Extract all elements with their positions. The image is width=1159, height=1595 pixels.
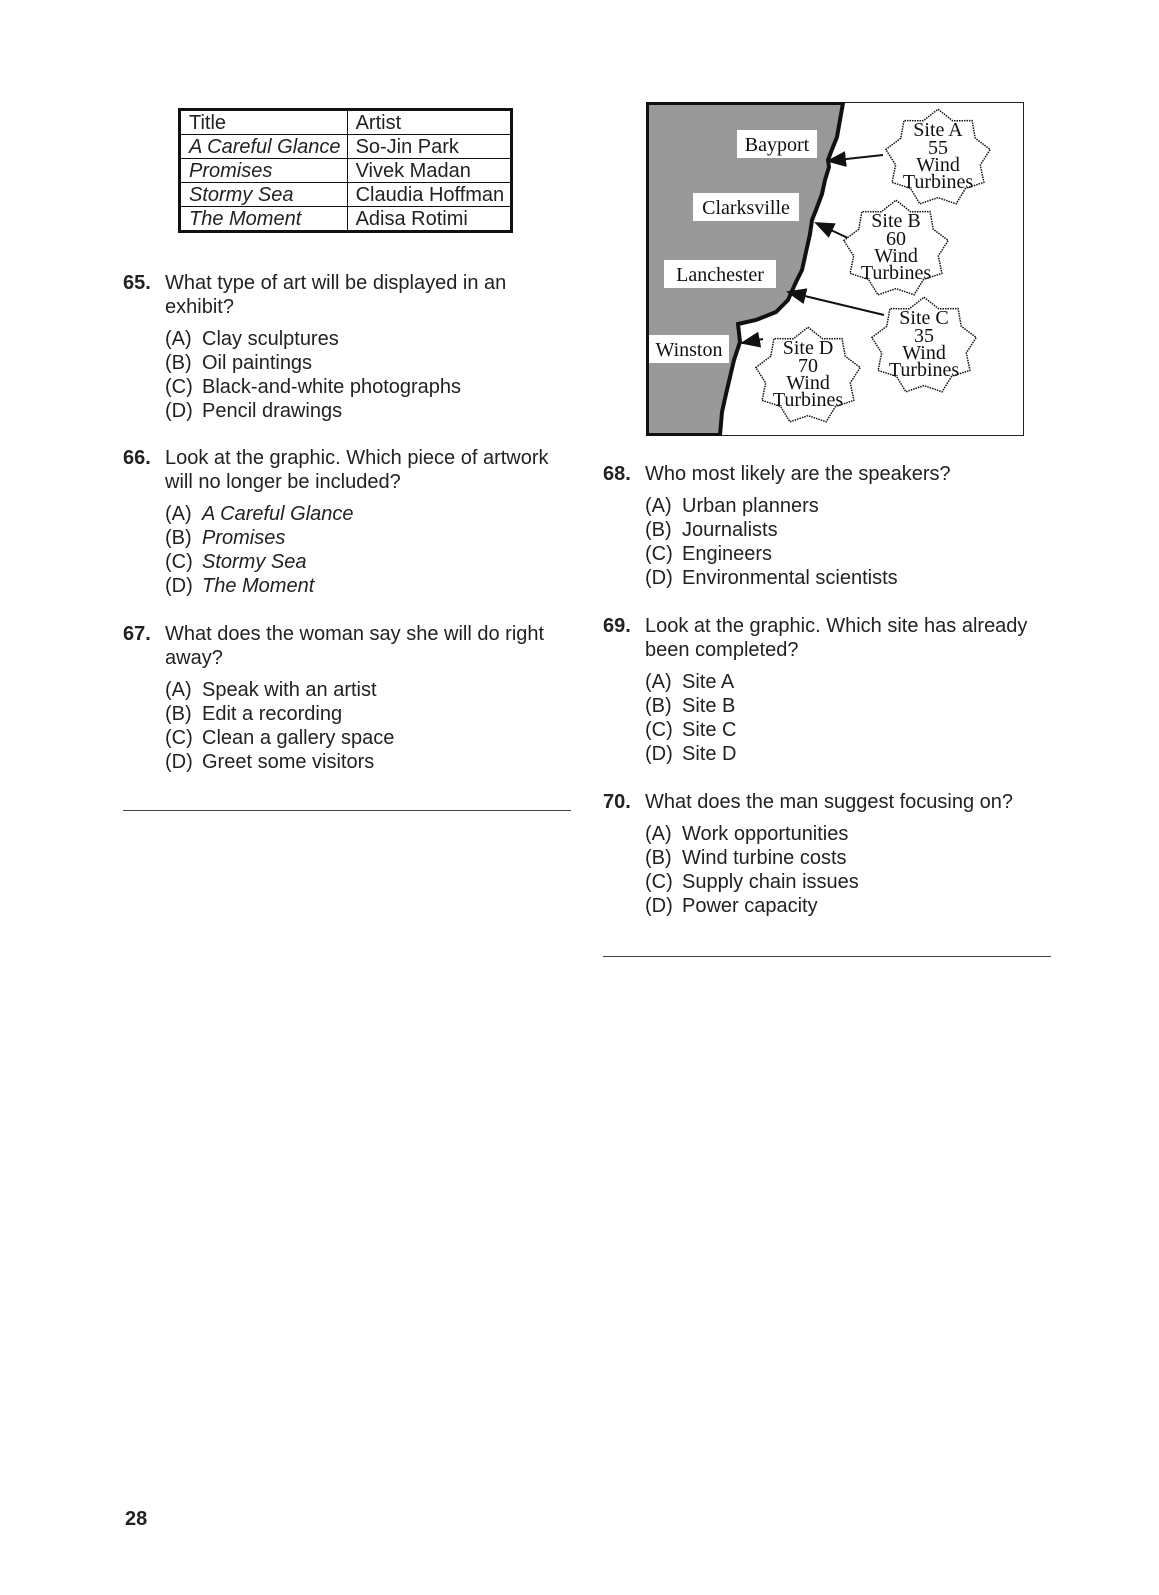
answer-options <box>165 502 563 598</box>
option-letter: (A) <box>645 495 672 517</box>
table-row <box>180 159 512 183</box>
answer-options <box>645 670 1048 766</box>
option-text: Work opportunities <box>682 823 849 845</box>
site-name: Site A <box>913 119 963 141</box>
answer-option[interactable] <box>645 822 1048 846</box>
town-bayport <box>737 130 817 158</box>
answer-option[interactable] <box>165 399 533 423</box>
table-cell-title: A Careful Glance <box>180 135 348 159</box>
site-name: Site C <box>899 307 949 329</box>
wind-farm-map <box>646 102 1024 436</box>
option-letter: (D) <box>645 567 673 589</box>
option-text: Speak with an artist <box>202 679 377 701</box>
option-letter: (C) <box>165 551 193 573</box>
option-letter: (D) <box>645 895 673 917</box>
answer-option[interactable] <box>645 718 1048 742</box>
question-stem: What type of art will be displayed in an exhibit? <box>165 272 507 318</box>
table-cell-artist: Adisa Rotimi <box>347 207 512 232</box>
option-letter: (C) <box>165 727 193 749</box>
divider-right <box>603 956 1051 957</box>
question-stem: Who most likely are the speakers? <box>645 463 951 485</box>
option-letter: (A) <box>165 328 192 350</box>
option-text: The Moment <box>202 575 315 597</box>
question-number: 66. <box>123 447 151 469</box>
answer-options <box>165 678 563 774</box>
site-count: 60 <box>886 228 906 250</box>
answer-option[interactable] <box>165 702 563 726</box>
answer-option[interactable] <box>645 542 1043 566</box>
option-letter: (B) <box>645 519 672 541</box>
option-text: Black-and-white photographs <box>202 376 462 398</box>
option-letter: (B) <box>165 527 192 549</box>
table-cell-artist: Vivek Madan <box>347 159 512 183</box>
town-label: Bayport <box>744 134 810 156</box>
answer-option[interactable] <box>165 726 563 750</box>
site-count: 70 <box>798 355 818 377</box>
answer-option[interactable] <box>645 494 1043 518</box>
answer-option[interactable] <box>165 351 533 375</box>
answer-option[interactable] <box>165 375 533 399</box>
question-number: 70. <box>603 791 631 813</box>
option-letter: (A) <box>645 823 672 845</box>
question-stem: What does the woman say she will do right away? <box>165 623 545 669</box>
table-header-row <box>180 110 512 135</box>
site-name: Site B <box>871 210 921 232</box>
answer-option[interactable] <box>165 327 533 351</box>
answer-option[interactable] <box>165 502 563 526</box>
site-word1: Wind <box>874 245 918 267</box>
option-letter: (B) <box>165 352 192 374</box>
question-68 <box>603 462 1043 590</box>
question-number: 69. <box>603 615 631 637</box>
option-text: Site A <box>682 671 735 693</box>
answer-option[interactable] <box>645 518 1043 542</box>
option-letter: (C) <box>645 719 673 741</box>
site-word2: Turbines <box>888 359 960 381</box>
site-word1: Wind <box>786 372 830 394</box>
option-letter: (D) <box>165 400 193 422</box>
table-row <box>180 207 512 232</box>
option-text: Stormy Sea <box>202 551 307 573</box>
option-letter: (C) <box>645 871 673 893</box>
option-letter: (D) <box>165 751 193 773</box>
option-text: Journalists <box>682 519 778 541</box>
question-65 <box>123 271 533 423</box>
option-letter: (A) <box>645 671 672 693</box>
option-text: Site D <box>682 743 737 765</box>
answer-option[interactable] <box>645 566 1043 590</box>
town-winston <box>649 335 729 363</box>
option-text: Urban planners <box>682 495 819 517</box>
option-text: Wind turbine costs <box>682 847 847 869</box>
option-text: Pencil drawings <box>202 400 343 422</box>
option-text: Site C <box>682 719 737 741</box>
answer-option[interactable] <box>645 894 1048 918</box>
table-cell-title: The Moment <box>180 207 348 232</box>
question-stem: What does the man suggest focusing on? <box>645 791 1014 813</box>
option-text: A Careful Glance <box>202 503 354 525</box>
option-letter: (C) <box>165 376 193 398</box>
site-word2: Turbines <box>902 171 974 193</box>
option-letter: (D) <box>645 743 673 765</box>
question-69 <box>603 614 1048 766</box>
option-text: Environmental scientists <box>682 567 898 589</box>
table-header-cell: Artist <box>347 110 512 135</box>
question-67 <box>123 622 563 774</box>
town-label: Lanchester <box>676 264 764 286</box>
site-word1: Wind <box>902 342 946 364</box>
answer-option[interactable] <box>165 678 563 702</box>
option-letter: (B) <box>645 847 672 869</box>
answer-option[interactable] <box>645 870 1048 894</box>
answer-option[interactable] <box>165 550 563 574</box>
option-text: Greet some visitors <box>202 751 375 773</box>
answer-option[interactable] <box>645 670 1048 694</box>
question-70 <box>603 790 1048 918</box>
table-cell-artist: So-Jin Park <box>347 135 512 159</box>
site-word1: Wind <box>916 154 960 176</box>
option-letter: (D) <box>165 575 193 597</box>
option-letter: (C) <box>645 543 673 565</box>
table-row <box>180 183 512 207</box>
question-number: 65. <box>123 272 151 294</box>
answer-option[interactable] <box>645 694 1048 718</box>
answer-option[interactable] <box>165 574 563 598</box>
site-count: 55 <box>928 137 948 159</box>
question-number: 67. <box>123 623 151 645</box>
question-66 <box>123 446 563 598</box>
table-cell-title: Stormy Sea <box>180 183 348 207</box>
site-count: 35 <box>914 325 934 347</box>
option-text: Site B <box>682 695 736 717</box>
option-text: Promises <box>202 527 286 549</box>
question-stem: Look at the graphic. Which site has already been completed? <box>645 615 1028 661</box>
table-cell-artist: Claudia Hoffman <box>347 183 512 207</box>
answer-options <box>645 494 1043 590</box>
question-stem: Look at the graphic. Which piece of artwork will no longer be included? <box>165 447 549 493</box>
town-clarksville <box>693 193 799 221</box>
answer-option[interactable] <box>645 742 1048 766</box>
option-letter: (B) <box>645 695 672 717</box>
divider-left <box>123 810 571 811</box>
site-name: Site D <box>782 337 834 359</box>
answer-option[interactable] <box>165 750 563 774</box>
option-letter: (A) <box>165 503 192 525</box>
table-header-cell: Title <box>180 110 348 135</box>
option-text: Engineers <box>682 543 773 565</box>
site-word2: Turbines <box>860 262 932 284</box>
option-text: Clay sculptures <box>202 328 339 350</box>
question-number: 68. <box>603 463 631 485</box>
town-label: Clarksville <box>702 197 790 219</box>
option-text: Clean a gallery space <box>202 727 395 749</box>
option-text: Power capacity <box>682 895 818 917</box>
answer-option[interactable] <box>645 846 1048 870</box>
town-label: Winston <box>655 339 723 361</box>
option-letter: (B) <box>165 703 192 725</box>
option-text: Oil paintings <box>202 352 313 374</box>
artwork-table <box>178 108 513 233</box>
answer-option[interactable] <box>165 526 563 550</box>
town-lanchester <box>664 260 776 288</box>
option-text: Supply chain issues <box>682 871 859 893</box>
site-word2: Turbines <box>772 389 844 411</box>
answer-options <box>645 822 1048 918</box>
option-text: Edit a recording <box>202 703 343 725</box>
answer-options <box>165 327 533 423</box>
option-letter: (A) <box>165 679 192 701</box>
table-cell-title: Promises <box>180 159 348 183</box>
page-number: 28 <box>125 1508 148 1530</box>
table-row <box>180 135 512 159</box>
